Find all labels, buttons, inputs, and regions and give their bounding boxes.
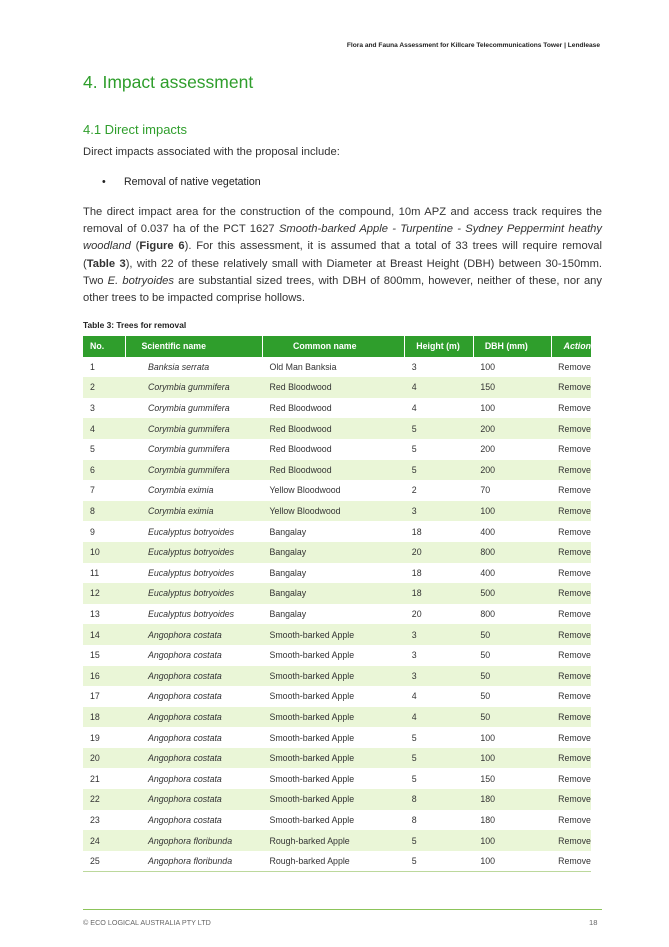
cell-dbh: 150 — [473, 377, 551, 398]
cell-action: Remove — [551, 851, 591, 872]
impact-paragraph — [83, 204, 602, 307]
table-row — [83, 727, 591, 748]
paragraph-line — [83, 256, 602, 273]
cell-height: 3 — [411, 361, 417, 372]
cell-common-name: Smooth-barked Apple — [262, 624, 404, 645]
page-number: 18 — [589, 918, 598, 927]
paragraph-line — [83, 221, 602, 238]
cell-action: Remove — [551, 789, 591, 810]
table-row — [83, 460, 591, 481]
cell-scientific-name: Corymbia eximia — [147, 485, 214, 496]
table-row — [83, 377, 591, 398]
cell-common-name: Red Bloodwood — [269, 403, 332, 414]
cell-action: Remove — [551, 830, 591, 851]
cell-height: 4 — [405, 707, 474, 728]
cell-height: 8 — [405, 789, 474, 810]
cell-dbh: 200 — [473, 418, 551, 439]
text-run: removal of 0.037 ha of the PCT 1627 — [83, 223, 279, 236]
cell-action: Remove — [551, 748, 591, 769]
table-row — [83, 439, 591, 460]
section-heading: 4. Impact assessment — [83, 72, 254, 92]
paragraph-line — [83, 238, 602, 255]
cell-no: 3 — [90, 403, 95, 414]
cell-common-name: Smooth-barked Apple — [269, 732, 355, 743]
cell-common-name: Bangalay — [262, 542, 404, 563]
cell-height: 5 — [405, 851, 474, 872]
cell-common-name: Bangalay — [269, 526, 307, 537]
table-row — [83, 480, 591, 501]
cell-scientific-name: Angophora costata — [126, 624, 263, 645]
cell-scientific-name: Angophora floribunda — [126, 830, 263, 851]
figure-reference: Figure 6 — [139, 240, 185, 253]
table-row — [83, 398, 591, 419]
table-row — [83, 810, 591, 831]
cell-height: 3 — [405, 624, 474, 645]
cell-common-name: Smooth-barked Apple — [269, 814, 355, 825]
column-header-scientific-name: Scientific name — [126, 336, 263, 357]
text-run: The direct impact area for the construction of the compound, 10m APZ and access track requires the — [83, 206, 602, 218]
cell-scientific-name: Angophora costata — [147, 814, 222, 825]
table-row — [83, 851, 591, 872]
bullet-item — [102, 176, 261, 188]
cell-height: 18 — [411, 567, 422, 578]
table-row — [83, 768, 591, 789]
cell-height: 4 — [411, 403, 417, 414]
footer-divider — [83, 909, 602, 910]
cell-dbh: 50 — [473, 624, 551, 645]
cell-common-name: Smooth-barked Apple — [269, 650, 355, 661]
cell-action: Remove — [558, 526, 591, 537]
cell-scientific-name: Angophora costata — [126, 789, 263, 810]
table-row — [83, 604, 591, 625]
cell-no: 1 — [90, 361, 95, 372]
cell-scientific-name: Angophora costata — [147, 650, 222, 661]
cell-no: 6 — [83, 460, 126, 481]
cell-height: 20 — [405, 542, 474, 563]
cell-dbh: 180 — [473, 789, 551, 810]
table-row — [83, 686, 591, 707]
cell-no: 18 — [83, 707, 126, 728]
cell-action: Remove — [558, 485, 591, 496]
cell-no: 4 — [83, 418, 126, 439]
cell-action: Remove — [551, 583, 591, 604]
cell-no: 20 — [83, 748, 126, 769]
trees-for-removal-table — [83, 336, 591, 872]
cell-common-name: Yellow Bloodwood — [269, 485, 341, 496]
cell-dbh: 50 — [480, 691, 491, 702]
cell-dbh: 500 — [473, 583, 551, 604]
cell-dbh: 100 — [480, 403, 496, 414]
cell-common-name: Smooth-barked Apple — [262, 789, 404, 810]
cell-dbh: 50 — [473, 666, 551, 687]
table-row — [83, 645, 591, 666]
cell-height: 3 — [405, 501, 474, 522]
cell-scientific-name: Banksia serrata — [147, 361, 210, 372]
cell-height: 5 — [405, 830, 474, 851]
cell-action: Remove — [558, 814, 591, 825]
cell-scientific-name: Angophora floribunda — [126, 851, 263, 872]
cell-action: Remove — [558, 691, 591, 702]
cell-height: 20 — [411, 609, 422, 620]
cell-dbh: 100 — [473, 501, 551, 522]
intro-text: Direct impacts associated with the proposal include: — [83, 146, 340, 158]
footer-copyright: © ECO LOGICAL AUSTRALIA PTY LTD — [83, 918, 211, 927]
paragraph-line — [83, 273, 602, 290]
cell-no: 16 — [83, 666, 126, 687]
cell-no: 23 — [90, 814, 100, 825]
cell-action: Remove — [558, 609, 591, 620]
paragraph-line — [83, 290, 602, 307]
cell-height: 3 — [405, 666, 474, 687]
cell-scientific-name: Angophora costata — [147, 691, 222, 702]
cell-common-name: Bangalay — [269, 567, 307, 578]
cell-common-name: Rough-barked Apple — [262, 851, 404, 872]
cell-height: 5 — [405, 748, 474, 769]
pct-name-end: woodland — [83, 240, 131, 253]
cell-dbh: 100 — [473, 851, 551, 872]
table-row — [83, 418, 591, 439]
table-row — [83, 357, 591, 378]
text-run: ( — [130, 240, 140, 253]
running-header: Flora and Fauna Assessment for Killcare Telecommunications Tower | Lendlease — [346, 42, 600, 49]
cell-scientific-name: Eucalyptus botryoides — [126, 542, 263, 563]
cell-no: 22 — [83, 789, 126, 810]
table-row — [83, 789, 591, 810]
cell-no: 9 — [90, 526, 95, 537]
cell-scientific-name: Corymbia gummifera — [126, 460, 263, 481]
table-row — [83, 501, 591, 522]
cell-scientific-name: Angophora costata — [126, 666, 263, 687]
cell-height: 5 — [411, 732, 417, 743]
cell-action: Remove — [558, 403, 591, 414]
table-row — [83, 583, 591, 604]
cell-action: Remove — [558, 773, 591, 784]
cell-action: Remove — [558, 567, 591, 578]
table-row — [83, 748, 591, 769]
cell-no: 5 — [90, 444, 95, 455]
bullet-icon: • — [102, 176, 106, 188]
cell-no: 13 — [90, 609, 100, 620]
cell-scientific-name: Eucalyptus botryoides — [147, 609, 235, 620]
cell-scientific-name: Corymbia eximia — [126, 501, 263, 522]
cell-common-name: Bangalay — [262, 583, 404, 604]
cell-no: 25 — [83, 851, 126, 872]
table-row — [83, 521, 591, 542]
cell-action: Remove — [551, 418, 591, 439]
cell-no: 12 — [83, 583, 126, 604]
cell-scientific-name: Corymbia gummifera — [126, 418, 263, 439]
table-row — [83, 624, 591, 645]
species-name: E. botryoides — [107, 274, 175, 287]
column-header-dbh: DBH (mm) — [473, 336, 551, 357]
cell-dbh: 400 — [480, 526, 496, 537]
cell-dbh: 800 — [473, 542, 551, 563]
cell-dbh: 100 — [473, 830, 551, 851]
table-header-row — [83, 336, 591, 357]
cell-no: 14 — [83, 624, 126, 645]
cell-height: 5 — [405, 418, 474, 439]
text-run: are substantial sized trees, with DBH of 800mm, however, neither of these, nor any — [174, 274, 603, 287]
table-caption: Table 3: Trees for removal — [83, 320, 187, 330]
table-row — [83, 563, 591, 584]
cell-dbh: 100 — [480, 732, 496, 743]
table-row — [83, 542, 591, 563]
cell-no: 17 — [90, 691, 100, 702]
cell-height: 5 — [405, 460, 474, 481]
cell-action: Remove — [551, 707, 591, 728]
cell-common-name: Smooth-barked Apple — [269, 691, 355, 702]
cell-action: Remove — [551, 377, 591, 398]
cell-scientific-name: Eucalyptus botryoides — [126, 583, 263, 604]
cell-dbh: 100 — [480, 361, 496, 372]
cell-no: 11 — [90, 567, 100, 578]
cell-action: Remove — [551, 542, 591, 563]
cell-no: 15 — [90, 650, 100, 661]
cell-dbh: 200 — [473, 460, 551, 481]
text-run: Two — [83, 274, 108, 287]
cell-dbh: 50 — [473, 707, 551, 728]
cell-dbh: 100 — [473, 748, 551, 769]
cell-common-name: Yellow Bloodwood — [262, 501, 404, 522]
text-run: ), with 22 of these relatively small with Diameter at Breast Height (DBH) between 30-150mm. — [125, 257, 602, 270]
table-row — [83, 830, 591, 851]
cell-dbh: 50 — [480, 650, 491, 661]
cell-action: Remove — [551, 460, 591, 481]
cell-height: 4 — [411, 691, 417, 702]
cell-dbh: 200 — [480, 444, 496, 455]
cell-action: Remove — [558, 650, 591, 661]
cell-height: 5 — [411, 444, 417, 455]
cell-scientific-name: Corymbia gummifera — [147, 403, 230, 414]
cell-height: 4 — [405, 377, 474, 398]
cell-scientific-name: Eucalyptus botryoides — [147, 567, 235, 578]
cell-no: 19 — [90, 732, 100, 743]
cell-common-name: Smooth-barked Apple — [262, 707, 404, 728]
cell-height: 8 — [411, 814, 417, 825]
bullet-text: Removal of native vegetation — [124, 176, 261, 188]
subsection-heading: 4.1 Direct impacts — [83, 122, 188, 137]
cell-scientific-name: Angophora costata — [147, 732, 222, 743]
cell-no: 21 — [90, 773, 100, 784]
cell-no: 2 — [83, 377, 126, 398]
cell-height: 18 — [411, 526, 422, 537]
text-run: ( — [83, 257, 87, 270]
cell-dbh: 150 — [480, 773, 496, 784]
cell-common-name: Smooth-barked Apple — [269, 773, 355, 784]
cell-scientific-name: Angophora costata — [126, 707, 263, 728]
cell-common-name: Old Man Banksia — [269, 361, 337, 372]
cell-action: Remove — [558, 732, 591, 743]
cell-height: 18 — [405, 583, 474, 604]
cell-height: 5 — [411, 773, 417, 784]
table-reference: Table 3 — [86, 257, 126, 270]
pct-name: Smooth-barked Apple - Turpentine - Sydney Peppermint heathy — [278, 223, 602, 236]
cell-common-name: Smooth-barked Apple — [262, 666, 404, 687]
cell-common-name: Red Bloodwood — [269, 444, 332, 455]
cell-dbh: 400 — [480, 567, 496, 578]
cell-scientific-name: Angophora costata — [147, 773, 222, 784]
cell-action: Remove — [551, 501, 591, 522]
cell-scientific-name: Corymbia gummifera — [147, 444, 230, 455]
cell-scientific-name: Angophora costata — [126, 748, 263, 769]
cell-height: 2 — [411, 485, 417, 496]
text-run: other trees to be impacted comprise hollows. — [83, 292, 305, 305]
cell-no: 10 — [83, 542, 126, 563]
cell-action: Remove — [558, 361, 591, 372]
cell-dbh: 70 — [480, 485, 491, 496]
cell-action: Remove — [551, 624, 591, 645]
cell-dbh: 180 — [480, 814, 496, 825]
column-header-height: Height (m) — [405, 336, 474, 357]
cell-common-name: Rough-barked Apple — [262, 830, 404, 851]
column-header-no: No. — [83, 336, 126, 357]
column-header-action: Action — [551, 336, 591, 357]
table-row — [83, 707, 591, 728]
cell-no: 24 — [83, 830, 126, 851]
cell-no: 8 — [83, 501, 126, 522]
cell-common-name: Bangalay — [269, 609, 307, 620]
text-run: ). For this assessment, it is assumed that a total of 33 trees will require removal — [184, 240, 602, 253]
cell-scientific-name: Eucalyptus botryoides — [147, 526, 235, 537]
cell-common-name: Smooth-barked Apple — [262, 748, 404, 769]
cell-common-name: Red Bloodwood — [262, 460, 404, 481]
cell-common-name: Red Bloodwood — [262, 418, 404, 439]
cell-action: Remove — [558, 444, 591, 455]
cell-scientific-name: Corymbia gummifera — [126, 377, 263, 398]
paragraph-line — [83, 204, 602, 221]
cell-common-name: Red Bloodwood — [262, 377, 404, 398]
cell-height: 3 — [411, 650, 417, 661]
column-header-common-name: Common name — [262, 336, 404, 357]
cell-dbh: 800 — [480, 609, 496, 620]
cell-no: 7 — [90, 485, 95, 496]
cell-action: Remove — [551, 666, 591, 687]
table-row — [83, 666, 591, 687]
